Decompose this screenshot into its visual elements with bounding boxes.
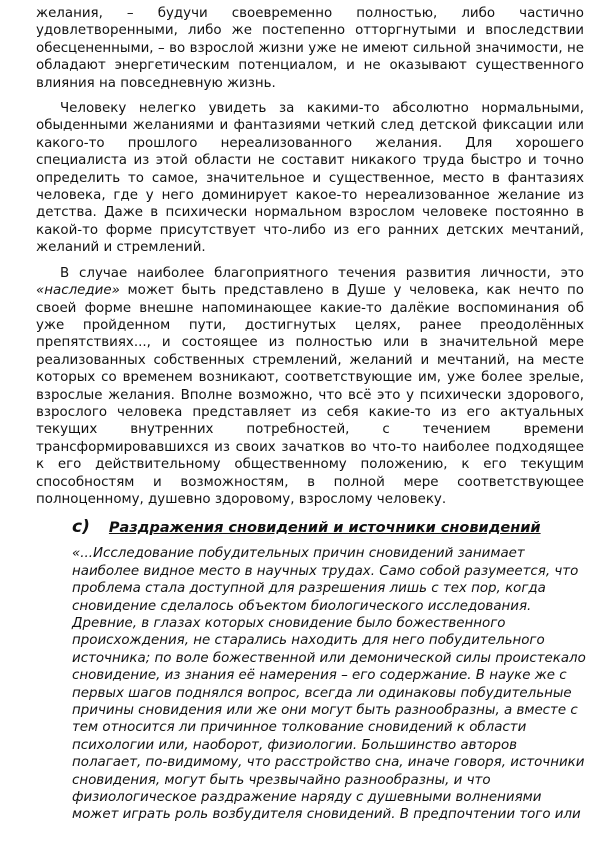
paragraph-3-rest: может быть представлено в Душе у человека, как нечто по своей форме внешне напоминающее какие-то далёкие воспоминания об уже пройденном пути, достигнутых целях, ранее преодолённых препятствиях..., и состоящее из полностью или в значительной мере реализованных собственных стремлений, желаний и мечтаний, на месте которых со временем возникают, соответствующие им, уже более зрелые, взрослые желания. Вполне возможно, что всё это у психически здорового, взрослого человека представляет из себя какие-то из его актуальных текущих внутренних потребностей, с течением времени трансформировавшихся из своих зачатков во что-то наиболее подходящее к его действительному общественному положению, к его текущим способностям и возможностям, в полной мере соответствующее полноценному, душевно здоровому, взрослому человеку. [36,283,584,507]
quote-line: первых шагов поднялся вопрос, всегда ли одинаковы побудительные [72,685,572,701]
quote-line: сновидение сделалось объектом биологического исследования. [72,598,532,614]
quote-line: проблема стала доступной для разрешения лишь с тех пор, когда [72,581,546,597]
quote-line: Древние, в глазах которых сновидение было божественного [72,616,506,631]
quote-line: физиологическое раздражение наряду с душевными волнениями [72,790,542,806]
quote-line: полагает, по-видимому, что расстройство сна, иначе говоря, источники [72,755,585,771]
quote-block [36,545,584,824]
quote-line: тем относится ли причинное толкование сновидений к области [72,720,527,736]
paragraph-3 [36,265,584,509]
quote-line: сновидения, могут быть чрезвычайно разнообразны, и что [72,772,491,788]
quote-line: причины сновидения или же они могут быть разнообразны, а вместе с [72,703,578,719]
paragraph-2: Человеку нелегко увидеть за какими-то абсолютно нормальными, обыденными желаниями и фантазиями четкий след детской фиксации или какого-то прошлого нереализованного желания. Для хорошего специалиста из этой области не составит никакого труда быстро и точно определить то самое, значительное и существенное, место в фантазиях человека, где у него доминирует какое-то нереализованное желание из детства. Даже в психически нормальном взрослом человеке постоянно в какой-то форме присутствует что-либо из его ранних детских мечтаний, желаний и стремлений. [36,101,584,256]
quote-line: психологии или, наоборот, физиологии. Большинство авторов [72,737,518,753]
quote-line: наиболее видное место в научных трудах. Само собой разумеется, что [72,563,579,579]
quote-line: происхождения, не старались находить для него побудительного [72,633,545,649]
document-page [36,5,584,824]
quote-line: «...Исследование побудительных причин сновидений занимает [72,546,525,562]
quote-line: сновидение, из знания её намерения – его содержание. В науке же с [72,668,567,684]
paragraph-3-term: «наследие» [36,283,120,299]
quote-line: источника; по воле божественной или демонической силы проистекало [72,650,586,666]
quote-line: может играть роль возбудителя сновидений. В предпочтении того или [72,807,581,823]
section-heading [36,517,584,538]
paragraph-3-lead: В случае наиболее благоприятного течения развития личности, это [60,265,584,281]
section-title: Раздражения сновидений и источники сновидений [108,520,541,537]
paragraph-1: желания, – будучи своевременно полностью, либо частично удовлетворенными, либо же постепенно отторгнутыми и впоследствии обесцененными, – во взрослой жизни уже не имеют сильной значимости, не обладают энергетическим потенциалом, и не оказывают существенного влияния на повседневную жизнь. [36,6,584,91]
section-letter: c) [72,517,90,538]
